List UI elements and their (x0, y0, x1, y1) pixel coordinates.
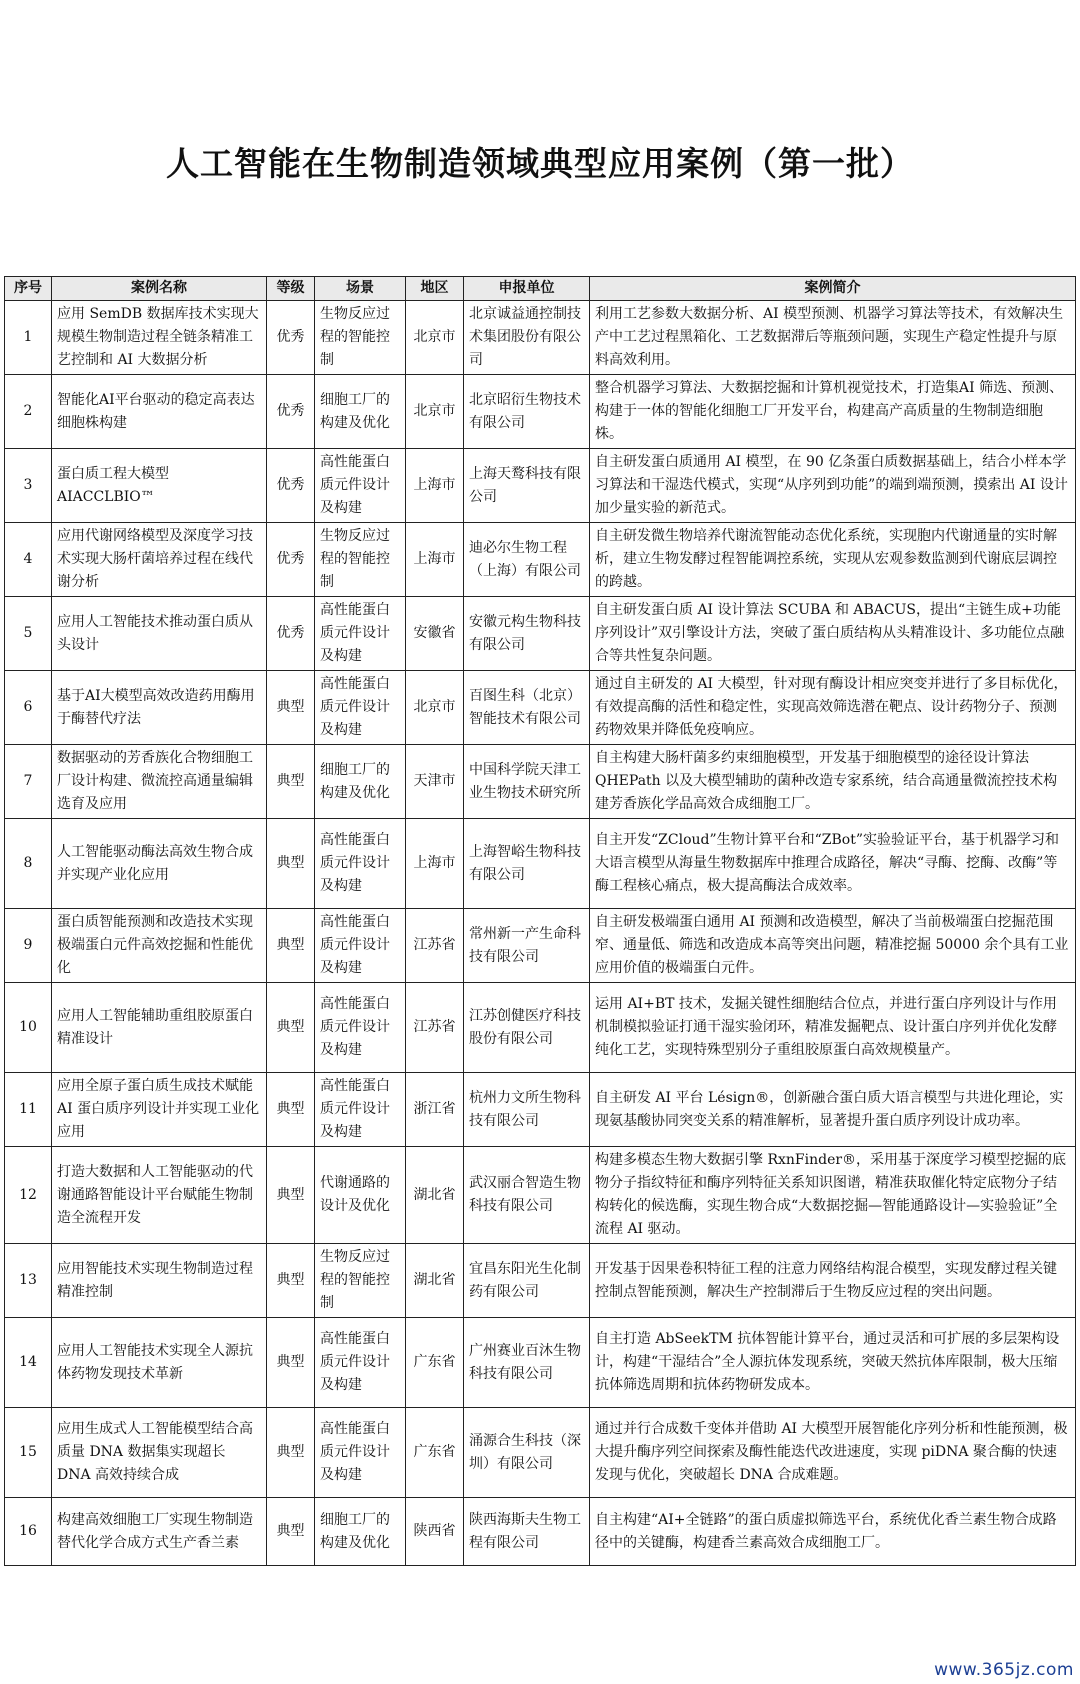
table-row (5, 1498, 1076, 1566)
case-name: 基于AI大模型高效改造药用酶用于酶替代疗法 (52, 671, 267, 745)
case-region: 安徽省 (406, 597, 464, 671)
column-header-scene: 场景 (315, 277, 406, 301)
case-number: 16 (5, 1498, 52, 1566)
case-summary: 利用工艺参数大数据分析、AI 模型预测、机器学习算法等技术，有效解决生产中工艺过程黑箱化、工艺数据滞后等瓶颈问题，实现生产稳定性提升与原料高效利用。 (590, 301, 1076, 375)
table-row (5, 523, 1076, 597)
case-unit: 陕西海斯夫生物工程有限公司 (464, 1498, 590, 1566)
case-summary: 自主研发蛋白质通用 AI 模型，在 90 亿条蛋白质数据基础上，结合小样本学习算法和干湿迭代模式，实现“从序列到功能”的端到端预测，摸索出 AI 设计加少量实验的新范式。 (590, 449, 1076, 523)
case-level: 典型 (267, 1147, 315, 1244)
case-number: 15 (5, 1408, 52, 1498)
table-row (5, 745, 1076, 819)
case-unit: 涌源合生科技（深圳）有限公司 (464, 1408, 590, 1498)
case-level: 典型 (267, 909, 315, 983)
case-summary: 自主开发“ZCloud”生物计算平台和“ZBot”实验验证平台，基于机器学习和大语言模型从海量生物数据库中推理合成路径，解决“寻酶、挖酶、改酶”等酶工程核心痛点，极大提高酶法合成效率。 (590, 819, 1076, 909)
case-name: 蛋白质智能预测和改造技术实现极端蛋白元件高效挖掘和性能优化 (52, 909, 267, 983)
case-scene: 高性能蛋白质元件设计及构建 (315, 1318, 406, 1408)
case-unit: 杭州力文所生物科技有限公司 (464, 1073, 590, 1147)
case-unit: 安徽元构生物科技有限公司 (464, 597, 590, 671)
case-level: 典型 (267, 745, 315, 819)
case-name: 应用智能技术实现生物制造过程精准控制 (52, 1244, 267, 1318)
column-header-no: 序号 (5, 277, 52, 301)
case-scene: 高性能蛋白质元件设计及构建 (315, 597, 406, 671)
case-summary: 通过并行合成数千变体并借助 AI 大模型开展智能化序列分析和性能预测，极大提升酶序列空间探索及酶性能迭代改进速度，实现 piDNA 聚合酶的快速发现与优化，突破超长 DNA 合成难题。 (590, 1408, 1076, 1498)
case-unit: 上海天鹜科技有限公司 (464, 449, 590, 523)
case-name: 应用代谢网络模型及深度学习技术实现大肠杆菌培养过程在线代谢分析 (52, 523, 267, 597)
case-scene: 高性能蛋白质元件设计及构建 (315, 1408, 406, 1498)
case-name: 应用人工智能技术推动蛋白质从头设计 (52, 597, 267, 671)
case-name: 应用全原子蛋白质生成技术赋能 AI 蛋白质序列设计并实现工业化应用 (52, 1073, 267, 1147)
case-scene: 生物反应过程的智能控制 (315, 1244, 406, 1318)
case-region: 陕西省 (406, 1498, 464, 1566)
watermark: www.365jz.com (934, 1660, 1074, 1680)
case-unit: 北京诚益通控制技术集团股份有限公司 (464, 301, 590, 375)
case-scene: 生物反应过程的智能控制 (315, 301, 406, 375)
case-number: 10 (5, 983, 52, 1073)
case-number: 3 (5, 449, 52, 523)
case-scene: 高性能蛋白质元件设计及构建 (315, 983, 406, 1073)
case-number: 8 (5, 819, 52, 909)
case-unit: 中国科学院天津工业生物技术研究所 (464, 745, 590, 819)
case-scene: 细胞工厂的构建及优化 (315, 745, 406, 819)
case-summary: 自主研发极端蛋白通用 AI 预测和改造模型，解决了当前极端蛋白挖掘范围窄、通量低、筛选和改造成本高等突出问题，精准挖掘 50000 余个具有工业应用价值的极端蛋白元件。 (590, 909, 1076, 983)
case-level: 典型 (267, 1408, 315, 1498)
case-summary: 构建多模态生物大数据引擎 RxnFinder®，采用基于深度学习模型挖掘的底物分子指纹特征和酶序列特征关系知识图谱，精准获取催化特定底物分子结构转化的候选酶，实现生物合成“大数据挖掘—智能通路设计—实验验证”全流程 AI 驱动。 (590, 1147, 1076, 1244)
case-region: 广东省 (406, 1408, 464, 1498)
case-summary: 开发基于因果卷积特征工程的注意力网络结构混合模型，实现发酵过程关键控制点智能预测，解决生产控制滞后于生物反应过程的突出问题。 (590, 1244, 1076, 1318)
case-region: 上海市 (406, 523, 464, 597)
table-header-row (5, 277, 1076, 301)
case-name: 应用人工智能技术实现全人源抗体药物发现技术革新 (52, 1318, 267, 1408)
case-scene: 高性能蛋白质元件设计及构建 (315, 1073, 406, 1147)
case-name: 人工智能驱动酶法高效生物合成并实现产业化应用 (52, 819, 267, 909)
case-summary: 自主构建大肠杆菌多约束细胞模型，开发基于细胞模型的途径设计算法 QHEPath 以及大模型辅助的菌种改造专家系统，结合高通量微流控技术构建芳香族化学品高效合成细胞工厂。 (590, 745, 1076, 819)
case-region: 广东省 (406, 1318, 464, 1408)
case-unit: 广州赛业百沐生物科技有限公司 (464, 1318, 590, 1408)
case-name: 蛋白质工程大模型AIACCLBIO™ (52, 449, 267, 523)
table-row (5, 1073, 1076, 1147)
case-name: 智能化AI平台驱动的稳定高表达细胞株构建 (52, 375, 267, 449)
case-region: 北京市 (406, 671, 464, 745)
case-summary: 自主打造 AbSeekTM 抗体智能计算平台，通过灵活和可扩展的多层架构设计，构建“干湿结合”全人源抗体发现系统，突破天然抗体库限制，极大压缩抗体筛选周期和抗体药物研发成本。 (590, 1318, 1076, 1408)
case-number: 2 (5, 375, 52, 449)
case-scene: 高性能蛋白质元件设计及构建 (315, 909, 406, 983)
column-header-summary: 案例简介 (590, 277, 1076, 301)
case-summary: 自主构建“AI+全链路”的蛋白质虚拟筛选平台，系统优化香兰素生物合成路径中的关键酶，构建香兰素高效合成细胞工厂。 (590, 1498, 1076, 1566)
case-level: 典型 (267, 819, 315, 909)
case-level: 优秀 (267, 597, 315, 671)
case-number: 11 (5, 1073, 52, 1147)
case-summary: 运用 AI+BT 技术，发掘关键性细胞结合位点，并进行蛋白序列设计与作用机制模拟验证打通干湿实验闭环，精准发掘靶点、设计蛋白序列并优化发酵纯化工艺，实现特殊型别分子重组胶原蛋白高效规模量产。 (590, 983, 1076, 1073)
case-scene: 生物反应过程的智能控制 (315, 523, 406, 597)
case-name: 打造大数据和人工智能驱动的代谢通路智能设计平台赋能生物制造全流程开发 (52, 1147, 267, 1244)
case-summary: 自主研发 AI 平台 Lésign®，创新融合蛋白质大语言模型与共进化理论，实现氨基酸协同突变关系的精准解析，显著提升蛋白质序列设计成功率。 (590, 1073, 1076, 1147)
table-row (5, 301, 1076, 375)
case-unit: 宜昌东阳光生化制药有限公司 (464, 1244, 590, 1318)
case-summary: 通过自主研发的 AI 大模型，针对现有酶设计相应突变并进行了多目标优化，有效提高酶的活性和稳定性，实现高效筛选潜在靶点、设计药物分子、预测药物效果并降低免疫响应。 (590, 671, 1076, 745)
case-number: 5 (5, 597, 52, 671)
case-summary: 自主研发微生物培养代谢流智能动态优化系统，实现胞内代谢通量的实时解析，建立生物发酵过程智能调控系统，实现从宏观参数监测到代谢底层调控的跨越。 (590, 523, 1076, 597)
column-header-name: 案例名称 (52, 277, 267, 301)
case-name: 数据驱动的芳香族化合物细胞工厂设计构建、微流控高通量编辑选育及应用 (52, 745, 267, 819)
case-region: 江苏省 (406, 909, 464, 983)
case-summary: 整合机器学习算法、大数据挖掘和计算机视觉技术，打造集AI 筛选、预测、构建于一体的智能化细胞工厂开发平台，构建高产高质量的生物制造细胞株。 (590, 375, 1076, 449)
case-scene: 高性能蛋白质元件设计及构建 (315, 671, 406, 745)
case-unit: 迪必尔生物工程（上海）有限公司 (464, 523, 590, 597)
case-level: 典型 (267, 671, 315, 745)
case-level: 优秀 (267, 375, 315, 449)
case-unit: 北京昭衍生物技术有限公司 (464, 375, 590, 449)
case-number: 12 (5, 1147, 52, 1244)
case-region: 湖北省 (406, 1244, 464, 1318)
case-level: 优秀 (267, 449, 315, 523)
case-region: 江苏省 (406, 983, 464, 1073)
case-region: 上海市 (406, 449, 464, 523)
case-region: 北京市 (406, 301, 464, 375)
case-region: 北京市 (406, 375, 464, 449)
case-region: 浙江省 (406, 1073, 464, 1147)
case-name: 构建高效细胞工厂实现生物制造替代化学合成方式生产香兰素 (52, 1498, 267, 1566)
table-row (5, 1147, 1076, 1244)
case-number: 13 (5, 1244, 52, 1318)
case-unit: 百图生科（北京）智能技术有限公司 (464, 671, 590, 745)
case-level: 优秀 (267, 301, 315, 375)
table-row (5, 597, 1076, 671)
table-row (5, 819, 1076, 909)
table-row (5, 983, 1076, 1073)
case-name: 应用 SemDB 数据库技术实现大规模生物制造过程全链条精准工艺控制和 AI 大数据分析 (52, 301, 267, 375)
case-summary: 自主研发蛋白质 AI 设计算法 SCUBA 和 ABACUS，提出“主链生成+功能序列设计”双引擎设计方法，突破了蛋白质结构从头精准设计、多功能位点融合等共性复杂问题。 (590, 597, 1076, 671)
case-number: 7 (5, 745, 52, 819)
case-scene: 高性能蛋白质元件设计及构建 (315, 819, 406, 909)
table-row (5, 1408, 1076, 1498)
case-region: 天津市 (406, 745, 464, 819)
case-level: 典型 (267, 1073, 315, 1147)
case-number: 1 (5, 301, 52, 375)
column-header-level: 等级 (267, 277, 315, 301)
case-scene: 细胞工厂的构建及优化 (315, 375, 406, 449)
case-unit: 江苏创健医疗科技股份有限公司 (464, 983, 590, 1073)
table-row (5, 909, 1076, 983)
case-level: 典型 (267, 1498, 315, 1566)
column-header-region: 地区 (406, 277, 464, 301)
case-unit: 武汉丽合智造生物科技有限公司 (464, 1147, 590, 1244)
column-header-unit: 申报单位 (464, 277, 590, 301)
table-row (5, 1244, 1076, 1318)
case-name: 应用人工智能辅助重组胶原蛋白精准设计 (52, 983, 267, 1073)
case-number: 6 (5, 671, 52, 745)
table-row (5, 1318, 1076, 1408)
case-number: 4 (5, 523, 52, 597)
case-level: 典型 (267, 1318, 315, 1408)
case-region: 上海市 (406, 819, 464, 909)
table-row (5, 375, 1076, 449)
case-region: 湖北省 (406, 1147, 464, 1244)
case-level: 优秀 (267, 523, 315, 597)
case-name: 应用生成式人工智能模型结合高质量 DNA 数据集实现超长 DNA 高效持续合成 (52, 1408, 267, 1498)
case-unit: 上海智峪生物科技有限公司 (464, 819, 590, 909)
table-row (5, 449, 1076, 523)
case-scene: 细胞工厂的构建及优化 (315, 1498, 406, 1566)
case-unit: 常州新一产生命科技有限公司 (464, 909, 590, 983)
cases-table (4, 276, 1076, 1566)
case-level: 典型 (267, 1244, 315, 1318)
case-scene: 代谢通路的设计及优化 (315, 1147, 406, 1244)
table-row (5, 671, 1076, 745)
case-level: 典型 (267, 983, 315, 1073)
case-scene: 高性能蛋白质元件设计及构建 (315, 449, 406, 523)
page-title: 人工智能在生物制造领域典型应用案例（第一批） (166, 144, 914, 183)
case-number: 14 (5, 1318, 52, 1408)
case-number: 9 (5, 909, 52, 983)
